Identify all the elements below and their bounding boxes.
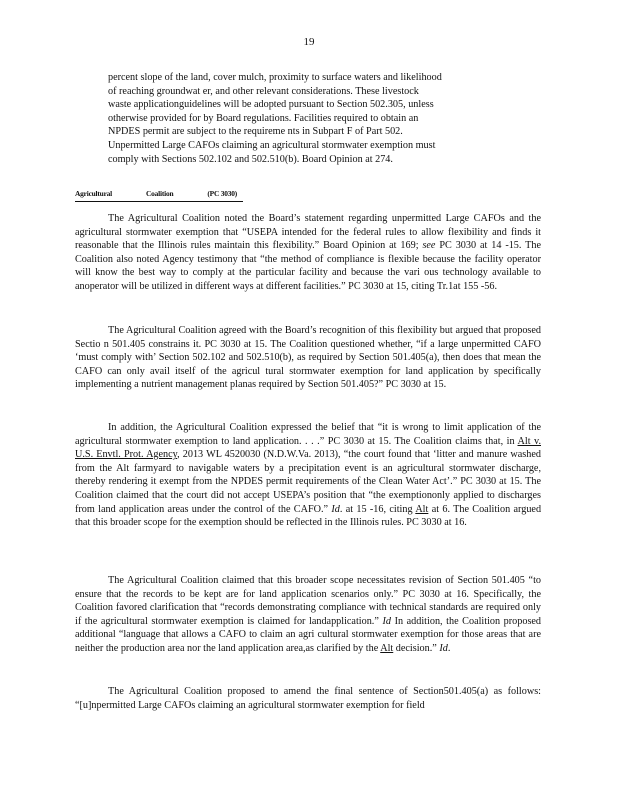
block-line: comply with Sections 502.102 and 502.510(b). Board Opinion at 274. bbox=[108, 153, 393, 165]
paragraph bbox=[75, 685, 541, 712]
paragraph-text: In addition, the Coalition proposed additional “language that allows a CAFO to claim an agri cultural stormwater exemption for those areas that are neither the production area nor the land application area,as clarified by the bbox=[75, 615, 542, 654]
paragraph bbox=[75, 421, 541, 530]
case-citation: Alt bbox=[415, 503, 429, 515]
id-citation: Id bbox=[439, 642, 448, 654]
case-citation: Alt v. U.S. Envtl. Prot. Agency bbox=[75, 435, 541, 461]
block-line: NPDES permit are subject to the requireme nts in Subpart F of Part 502. bbox=[108, 126, 403, 138]
paragraph-text: The Agricultural Coalition claimed that this broader scope necessitates revision of Section 501.405 “to ensure that the records to be kept are for land application scenarios only.” PC 3030 at 16. Specifically, the Coalition favored clarification that “records demonstrating compliance with technical standards are required only if the agricultural stormwater exemption is claimed for landapplication.” bbox=[75, 575, 541, 627]
block-line: percent slope of the land, cover mulch, proximity to surface waters and likelihood bbox=[108, 72, 442, 83]
signal-see: see bbox=[422, 240, 436, 252]
heading-word: Agricultural bbox=[75, 189, 113, 198]
paragraph-text: at 6. The Coalition argued that this broader scope for the exemption should be reflected in the Illinois rules. PC 3030 at 16. bbox=[75, 503, 542, 529]
id-citation: Id bbox=[382, 615, 391, 627]
paragraph-text: . at 15 -16, citing bbox=[339, 503, 413, 515]
paragraph bbox=[75, 324, 541, 392]
id-citation: Id bbox=[331, 503, 340, 515]
paragraph bbox=[75, 574, 541, 656]
section-heading bbox=[75, 187, 243, 202]
paragraph-text: The Agricultural Coalition agreed with the Board’s recognition of this flexibility but argued that proposed Sectio n 501.405 constrains it. PC 3030 at 15. The Coalition questioned whether, “if a large unpermitted CAFO ‘must comply with’ Section 502.102 and 502.510(b), as required by Section 501.405(a), then does that mean the CAFO can only avail itself of the agricul tural stormwater exemption for land application by specifically implementing a nutrient management planas required by Section 501.405?” PC 3030 at 15. bbox=[75, 325, 541, 391]
case-citation: Alt bbox=[380, 642, 394, 654]
block-line: of reaching groundwat er, and other relevant considerations. These livestock bbox=[108, 85, 419, 97]
paragraph-text: . bbox=[447, 642, 451, 654]
paragraph-text: The Agricultural Coalition noted the Board’s statement regarding unpermitted Large CAFOs and the agricultural stormwater exemption that “USEPA intended for the federal rules to allow flexibility and finds it reasonable that the Illinois rules maintain this flexibility.” Board Opinion at 169; bbox=[75, 213, 541, 252]
heading-word: (PC 3030) bbox=[207, 189, 237, 198]
indented-block-quote bbox=[108, 71, 508, 166]
block-line: otherwise provided for by Board regulations. Facilities required to obtain an bbox=[108, 112, 419, 124]
paragraph-text: In addition, the Agricultural Coalition expressed the belief that “it is wrong to limit application of the agricultural stormwater exemption to land application. . . .” PC 3030 at 15. The Coalition claims that, in bbox=[75, 422, 541, 447]
heading-word: Coalition bbox=[146, 189, 174, 198]
block-line: waste applicationguidelines will be adopted pursuant to Section 502.305, unless bbox=[108, 99, 434, 111]
block-line: Unpermitted Large CAFOs claiming an agricultural stormwater exemption must bbox=[108, 139, 436, 151]
paragraph-text: decision.” bbox=[395, 642, 437, 654]
paragraph-text: The Agricultural Coalition proposed to amend the final sentence of Section501.405(a) as follows: “[u]npermitted Large CAFOs claiming an agricultural stormwater exemption for field bbox=[75, 686, 541, 711]
paragraph-text: PC 3030 at 14 -15. The Coalition also noted Agency testimony that “the method of compliance is flexible because the facility operator will know the best way to comply at the particular facility and because the vari ous technology available to anoperator will be utilized in different ways at different facilities.” PC 3030 at 15, citing Tr.1at 155 -56. bbox=[75, 240, 542, 292]
page-number: 19 bbox=[303, 36, 315, 48]
paragraph-text: , 2013 WL 4520030 (N.D.W.Va. 2013), “the court found that ‘litter and manure washed from the Alt farmyard to navigable waters by a precipitation event is an agricultural stormwater discharge, thereby rendering it exempt from the NPDES permit requirements of the Clean Water Act’.” PC 3030 at 15. The Coalition claimed that the court did not accept USEPA’s position that “the exemptiononly applied to discharges from land application areas under the control of the CAFO.” bbox=[75, 449, 541, 515]
paragraph bbox=[75, 212, 541, 294]
